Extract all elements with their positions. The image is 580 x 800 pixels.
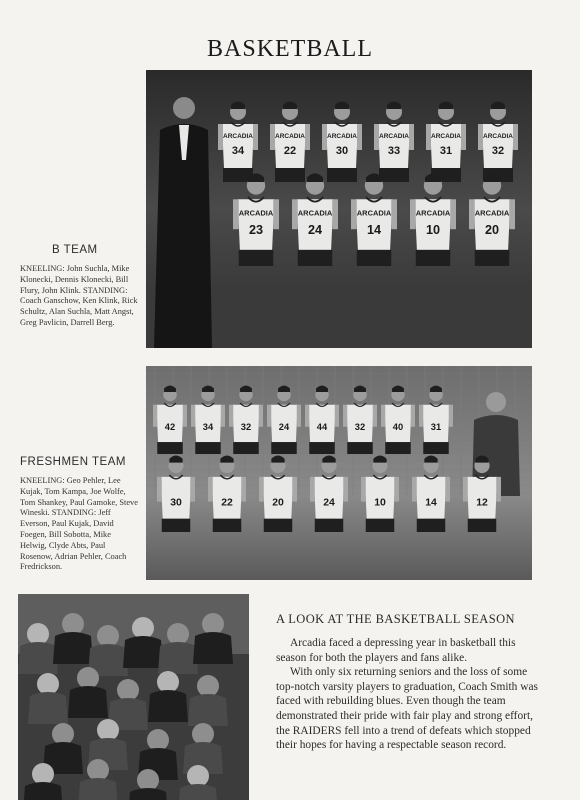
freshmen-team-caption: KNEELING: Geo Pehler, Lee Kujak, Tom Kampa, Joe Wolfe, Tom Shankey, Paul Gamoke, Steve Wineski. STANDING: Jeff Everson, Paul Kujak, David Foegen, Bill Sobotta, Mike Helwig, Clyde Abts, Paul Rosenow, Adrian Pehler, Coach Fredrickson. (20, 476, 138, 572)
jersey-number: 34 (202, 422, 214, 433)
jersey-lettering: ARCADIA (379, 133, 409, 140)
jersey-lettering: ARCADIA (356, 208, 392, 218)
jersey-number: 24 (278, 422, 290, 433)
jersey-lettering: ARCADIA (431, 133, 461, 140)
freshmen-team-heading: FRESHMEN TEAM (20, 456, 126, 468)
jersey-number: 14 (366, 222, 382, 237)
jersey-lettering: ARCADIA (327, 133, 357, 140)
jersey-number: 22 (283, 145, 297, 157)
jersey-lettering: ARCADIA (483, 133, 513, 140)
jersey-number: 42 (164, 422, 176, 433)
jersey-number: 31 (430, 422, 442, 433)
jersey-number: 12 (476, 497, 488, 509)
jersey-lettering: ARCADIA (297, 208, 333, 218)
jersey-number: 30 (170, 497, 182, 509)
jersey-number: 23 (248, 222, 264, 237)
jersey-number: 30 (335, 145, 349, 157)
jersey-number: 22 (221, 497, 233, 509)
jersey-number: 24 (323, 497, 335, 509)
coach-figure (154, 97, 212, 348)
page-title: BASKETBALL (207, 36, 373, 62)
jersey-number: 14 (425, 497, 437, 509)
b-team-caption: KNEELING: John Suchla, Mike Klonecki, Dennis Klonecki, Bill Flury, John Klink. STANDING: Coach Ganschow, Ken Klink, Rick Schultz, Alan Suchla, Matt Angst, Greg Pavlicin, Darrell Berg. (20, 264, 138, 327)
jersey-number: 32 (240, 422, 252, 433)
jersey-number: 32 (354, 422, 366, 433)
jersey-number: 20 (272, 497, 284, 509)
jersey-number: 34 (231, 145, 245, 157)
jersey-lettering: ARCADIA (223, 133, 253, 140)
jersey-number: 24 (307, 222, 323, 237)
jersey-number: 20 (484, 222, 500, 237)
season-paragraph-1: Arcadia faced a depressing year in basketball this season for both the players and fans alike. (276, 637, 516, 664)
season-paragraph-2: With only six returning seniors and the loss of some top-notch varsity players to graduation, Coach Smith was faced with rebuilding blues. Even though the team demonstrated their pride with fair play and strong effort, the RAIDERS fell into a trend of defeats which stopped their hopes for having a respectable season record. (276, 666, 538, 752)
jersey-number: 44 (316, 422, 328, 433)
jersey-number: 32 (491, 145, 505, 157)
jersey-lettering: ARCADIA (275, 133, 305, 140)
b-team-photo (146, 70, 532, 348)
freshmen-team-photo (146, 366, 532, 580)
season-body (276, 636, 538, 753)
jersey-lettering: ARCADIA (415, 208, 451, 218)
b-team-heading: B TEAM (52, 244, 98, 256)
jersey-number: 10 (425, 222, 441, 237)
season-heading: A LOOK AT THE BASKETBALL SEASON (276, 612, 515, 626)
jersey-number: 33 (387, 145, 401, 157)
jersey-lettering: ARCADIA (238, 208, 274, 218)
crowd-photo (18, 594, 249, 800)
jersey-number: 31 (439, 145, 453, 157)
jersey-lettering: ARCADIA (474, 208, 510, 218)
jersey-number: 10 (374, 497, 386, 509)
jersey-number: 40 (392, 422, 404, 433)
